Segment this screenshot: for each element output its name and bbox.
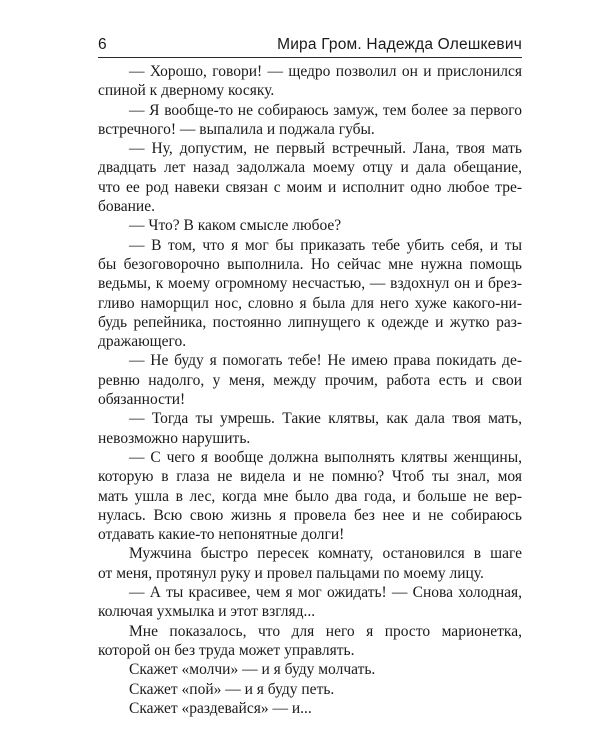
- text-line: — Что? В каком смысле любое?: [129, 217, 342, 235]
- text-line: от меня, протянул руку и провел пальцами по моему лицу.: [98, 564, 484, 582]
- text-line: дражающего.: [98, 333, 187, 351]
- text-line: Скажет «пой» — и я буду петь.: [129, 680, 335, 698]
- text-line: встречного! — выпалила и поджала губы.: [98, 120, 375, 138]
- paragraph: [98, 699, 522, 718]
- text-line: бы безоговорочно выполнила. Но сейчас мне нужна помощь: [98, 255, 522, 273]
- text-line: ведьмы, к моему огромному несчастью, — вздохнул он и брез-: [98, 275, 522, 293]
- paragraph: [98, 351, 522, 409]
- text-line: которой он без труда может управлять.: [98, 641, 355, 659]
- text-line: обязанности!: [98, 391, 186, 409]
- paragraph: [98, 236, 522, 352]
- text-line: будь репейника, постоянно липнущего к одежде и жутко раз-: [98, 313, 522, 331]
- text-line: нулась. Всю свою жизнь я провела без нее и не собираюсь: [98, 506, 522, 524]
- text-line: — Тогда ты умрешь. Такие клятвы, как дала твоя мать,: [129, 410, 522, 428]
- paragraph: [98, 544, 522, 583]
- paragraph: [98, 62, 522, 101]
- body-text: [98, 62, 522, 718]
- text-line: — Я вообще-то не собираюсь замуж, тем более за первого: [129, 101, 522, 119]
- text-line: мать ушла в лес, когда мне было два года, и больше не вер-: [98, 487, 522, 505]
- text-line: Скажет «раздевайся» — и...: [129, 699, 312, 717]
- running-title: Мира Гром. Надежда Олешкевич: [277, 36, 522, 53]
- text-line: — А ты красивее, чем я мог ожидать! — Снова холодная,: [129, 584, 522, 602]
- paragraph: [98, 680, 522, 699]
- text-line: Скажет «молчи» — и я буду молчать.: [129, 661, 376, 679]
- text-line: что ее род навеки связан с моим и исполнит одно любое тре-: [98, 178, 522, 196]
- text-line: — Ну, допустим, не первый встречный. Лана, твоя мать: [129, 140, 522, 158]
- text-line: — В том, что я мог бы приказать тебе убить себя, и ты: [129, 236, 522, 254]
- paragraph: [98, 101, 522, 140]
- text-line: спиной к дверному косяку.: [98, 82, 275, 100]
- text-line: колючая ухмылка и этот взгляд...: [98, 603, 316, 621]
- paragraph: [98, 448, 522, 544]
- paragraph: [98, 216, 522, 235]
- text-line: гливо наморщил нос, словно я была для него хуже какого-ни-: [98, 294, 522, 312]
- text-line: — С чего я вообще должна выполнять клятвы женщины,: [129, 448, 522, 466]
- text-line: — Не буду я помогать тебе! Не имею права покидать де-: [129, 352, 522, 370]
- text-line: двадцать лет назад задолжала моему отцу и дала обещание,: [98, 159, 522, 177]
- text-line: Мне показалось, что для него я просто марионетка,: [129, 622, 522, 640]
- paragraph: [98, 660, 522, 679]
- paragraph: [98, 409, 522, 448]
- text-line: невозможно нарушить.: [98, 429, 251, 447]
- text-line: Мужчина быстро пересек комнату, остановился в шаге: [129, 545, 522, 563]
- text-line: отдавать какие-то непонятные долги!: [98, 526, 345, 544]
- text-line: — Хорошо, говори! — щедро позволил он и прислонился: [129, 63, 522, 80]
- running-header: [98, 30, 522, 56]
- text-line: ревню надолго, у меня, между прочим, работа есть и свои: [98, 371, 522, 389]
- text-line: которую в глаза не видела и не помню? Чтоб ты знал, моя: [98, 468, 522, 486]
- page-number: 6: [98, 36, 107, 53]
- paragraph: [98, 622, 522, 661]
- paragraph: [98, 139, 522, 216]
- text-line: бование.: [98, 198, 155, 216]
- paragraph: [98, 583, 522, 622]
- header-rule: [98, 57, 522, 58]
